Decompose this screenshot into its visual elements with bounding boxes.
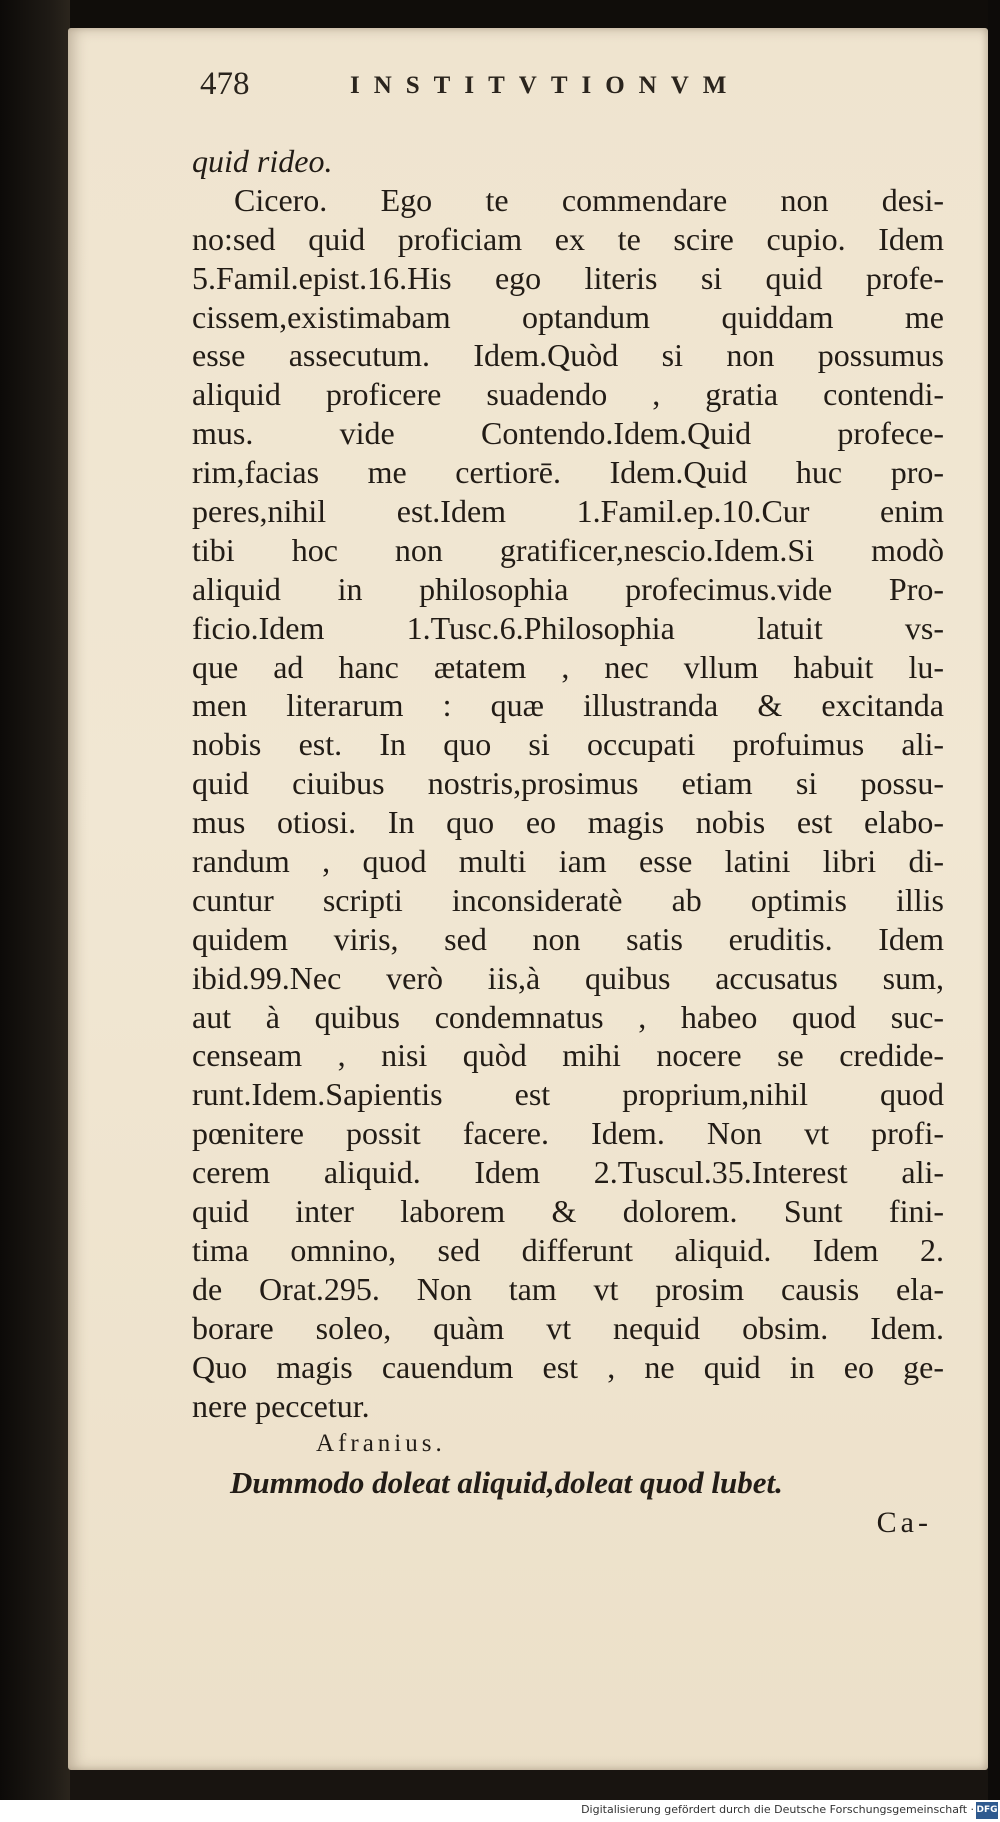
text-line: cuntur scripti inconsideratè ab optimis illis	[192, 881, 944, 918]
text-line: que ad hanc ætatem , nec vllum habuit lu-	[192, 648, 944, 685]
text-line: men literarum : quæ illustranda & excitanda	[192, 687, 944, 724]
page-header	[200, 66, 850, 126]
quote-attribution: Afranius.	[316, 1430, 446, 1458]
catchword: Ca-	[876, 1506, 932, 1540]
text-line: ficio.Idem 1.Tusc.6.Philosophia latuit vs-	[192, 609, 944, 646]
text-line: nere peccetur.	[192, 1387, 370, 1424]
text-line: aut à quibus condemnatus , habeo quod suc-	[192, 998, 944, 1035]
text-line: no:sed quid proficiam ex te scire cupio. Idem	[192, 220, 944, 257]
text-line: randum , quod multi iam esse latini libri di-	[192, 843, 944, 880]
text-line: rim,facias me certiorē. Idem.Quid huc pro-	[192, 454, 944, 491]
text-line: cissem,existimabam optandum quiddam me	[192, 298, 944, 335]
text-line: mus. vide Contendo.Idem.Quid profece-	[192, 415, 944, 452]
text-line: aliquid in philosophia profecimus.vide Pro-	[192, 570, 944, 607]
text-line: Quo magis cauendum est , ne quid in eo ge-	[192, 1348, 944, 1385]
running-head: INSTITVTIONVM	[350, 72, 741, 99]
funding-notice: Digitalisierung gefördert durch die Deutsche Forschungsgemeinschaft ·	[581, 1803, 974, 1816]
text-line: aliquid proficere suadendo , gratia contendi-	[192, 376, 944, 413]
text-line: borare soleo, quàm vt nequid obsim. Idem.	[192, 1309, 944, 1346]
text-line: tima omnino, sed differunt aliquid. Idem 2.	[192, 1231, 944, 1268]
text-line: peres,nihil est.Idem 1.Famil.ep.10.Cur enim	[192, 493, 944, 530]
book-spine-shadow	[0, 0, 70, 1822]
scan-edge-right	[988, 0, 1000, 1800]
page-number: 478	[200, 66, 250, 102]
text-line: Cicero. Ego te commendare non desi-	[234, 181, 944, 218]
scan-edge-top	[0, 0, 1000, 30]
text-line: 5.Famil.epist.16.His ego literis si quid profe-	[192, 259, 944, 296]
verse-quote: Dummodo doleat aliquid,doleat quod lubet.	[230, 1465, 783, 1501]
body-text	[192, 142, 944, 1543]
text-line: nobis est. In quo si occupati profuimus ali-	[192, 726, 944, 763]
text-line: quidem viris, sed non satis eruditis. Idem	[192, 920, 944, 957]
text-line: quid ciuibus nostris,prosimus etiam si possu-	[192, 765, 944, 802]
text-line: tibi hoc non gratificer,nescio.Idem.Si modò	[192, 531, 944, 568]
text-line: mus otiosi. In quo eo magis nobis est elabo-	[192, 804, 944, 841]
text-line: runt.Idem.Sapientis est proprium,nihil quod	[192, 1076, 944, 1113]
text-line: quid rideo.	[192, 143, 333, 179]
text-line: de Orat.295. Non tam vt prosim causis ela-	[192, 1270, 944, 1307]
text-line: censeam , nisi quòd mihi nocere se credide-	[192, 1037, 944, 1074]
text-line: esse assecutum. Idem.Quòd si non possumus	[192, 337, 944, 374]
text-line: cerem aliquid. Idem 2.Tuscul.35.Interest ali-	[192, 1154, 944, 1191]
digitization-footer	[0, 1800, 1000, 1822]
text-line: ibid.99.Nec verò iis,à quibus accusatus sum,	[192, 959, 944, 996]
text-line: pœnitere possit facere. Idem. Non vt profi-	[192, 1115, 944, 1152]
text-line: quid inter laborem & dolorem. Sunt fini-	[192, 1193, 944, 1230]
dfg-logo-icon: DFG	[976, 1802, 998, 1819]
